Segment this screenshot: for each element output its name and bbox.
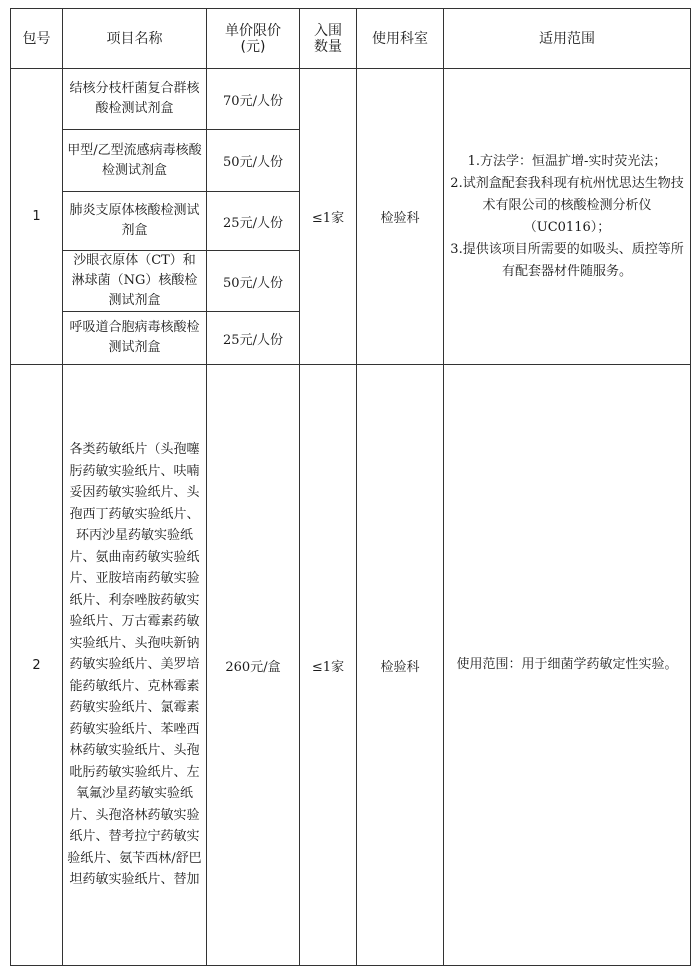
item-price: 260元/盒 [207, 365, 300, 966]
header-dept: 使用科室 [357, 9, 444, 69]
scope-line: 2.试剂盒配套我科现有杭州忧思达生物技术有限公司的核酸检测分析仪（UC0116）； [450, 175, 684, 235]
header-name: 项目名称 [63, 9, 207, 69]
header-price: 单价限价 (元) [207, 9, 300, 69]
item-price: 25元/人份 [207, 312, 300, 365]
package-number: 2 [11, 365, 63, 966]
award-count: ≤1家 [300, 365, 357, 966]
item-name: 各类药敏纸片（头孢噻肟药敏实验纸片、呋喃妥因药敏实验纸片、头孢西丁药敏实验纸片、环丙沙星药敏实验纸片、氨曲南药敏实验纸片、亚胺培南药敏实验纸片、利奈唑胺药敏实验纸片、万古霉素药敏实验纸片、头孢呋新钠药敏实验纸片、美罗培能药敏纸片、克林霉素药敏实验纸片、氯霉素药敏实验纸片、苯唑西林药敏实验纸片、头孢吡肟药敏实验纸片、左氧氟沙星药敏实验纸片、头孢洛林药敏实验纸片、替考拉宁药敏实验纸片、氨苄西林/舒巴坦药敏实验纸片、替加 [63, 365, 207, 966]
item-price: 50元/人份 [207, 251, 300, 312]
scope-line: 1.方法学：恒温扩增-实时荧光法； [467, 153, 667, 169]
item-name: 甲型/乙型流感病毒核酸检测试剂盒 [63, 130, 207, 192]
item-price: 50元/人份 [207, 130, 300, 192]
item-name: 结核分枝杆菌复合群核酸检测试剂盒 [63, 69, 207, 130]
department: 检验科 [357, 69, 444, 365]
header-scope: 适用范围 [444, 9, 691, 69]
scope-cell: 使用范围：用于细菌学药敏定性实验。 [444, 365, 691, 966]
award-count: ≤1家 [300, 69, 357, 365]
header-count: 入围 数量 [300, 9, 357, 69]
scope-cell [444, 69, 691, 365]
table-row [11, 69, 691, 130]
header-row [11, 9, 691, 69]
header-seq: 包号 [11, 9, 63, 69]
item-price: 70元/人份 [207, 69, 300, 130]
item-name: 肺炎支原体核酸检测试剂盒 [63, 192, 207, 251]
scope-line: 3.提供该项目所需要的如吸头、质控等所有配套器材件随服务。 [450, 241, 684, 279]
item-name: 沙眼衣原体（CT）和淋球菌（NG）核酸检测试剂盒 [63, 251, 207, 312]
package-number: 1 [11, 69, 63, 365]
table-row [11, 365, 691, 966]
item-name: 呼吸道合胞病毒核酸检测试剂盒 [63, 312, 207, 365]
procurement-table [10, 8, 691, 966]
department: 检验科 [357, 365, 444, 966]
item-price: 25元/人份 [207, 192, 300, 251]
